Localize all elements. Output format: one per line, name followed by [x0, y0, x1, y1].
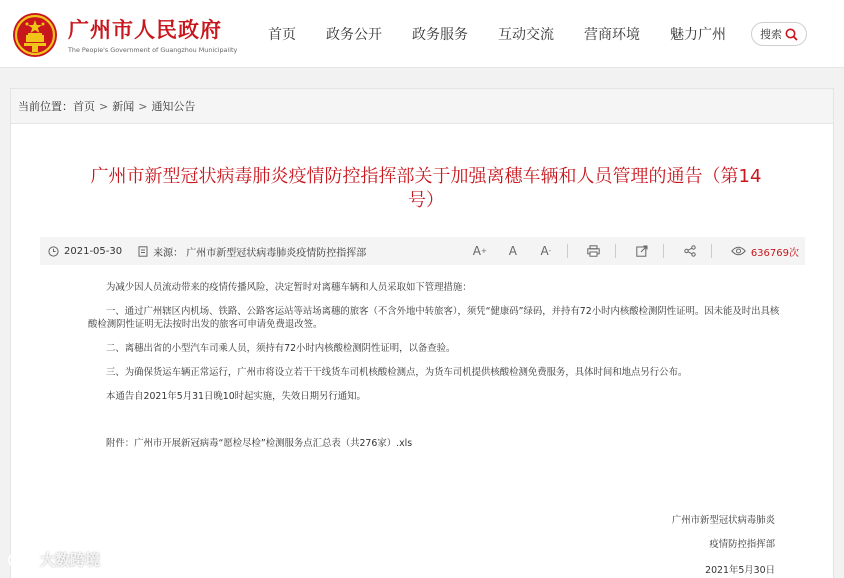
nav-business-environment[interactable]: 营商环境 — [584, 27, 640, 43]
national-emblem-icon — [12, 12, 58, 58]
breadcrumb-prefix: 当前位置： — [18, 100, 73, 113]
font-default-icon[interactable]: A — [508, 244, 517, 258]
article-title — [71, 165, 781, 213]
nav-charm-guangzhou[interactable]: 魅力广州 — [670, 27, 726, 43]
article-title-line1: 广州市新型冠状病毒肺炎疫情防控指挥部关于加强离穗车辆和人员管理的通告（第14 — [90, 166, 762, 187]
clock-icon — [48, 246, 59, 257]
paragraph-intro: 为减少因人员流动带来的疫情传播风险，决定暂时对离穗车辆和人员采取如下管理措施： — [106, 282, 472, 293]
eye-icon — [731, 244, 747, 258]
breadcrumb-home[interactable]: 首页 — [73, 100, 95, 113]
article-date: 2021-05-30 — [64, 245, 123, 257]
article-source: 来源： 广州市新型冠状病毒肺炎疫情防控指挥部 — [153, 247, 367, 259]
font-increase-icon[interactable]: A + — [472, 244, 487, 258]
toolbar-divider — [615, 244, 616, 258]
toolbar-divider — [711, 244, 712, 258]
search-icon — [785, 28, 798, 41]
site-header — [0, 0, 844, 68]
breadcrumb-news[interactable]: 新闻 — [112, 100, 135, 113]
watermark-text: 大数跨境 — [40, 551, 101, 569]
toolbar-divider — [567, 244, 568, 258]
view-count: 636769次 — [750, 247, 799, 259]
toolbar-divider — [663, 244, 664, 258]
article-container — [10, 124, 834, 578]
signature-date: 2021年5月30日 — [705, 565, 775, 576]
article-title-line2: 号） — [408, 190, 444, 211]
breadcrumb-notices[interactable]: 通知公告 — [151, 100, 196, 113]
paragraph-1: 一、通过广州辖区内机场、铁路、公路客运站等站场离穗的旅客（不含外地中转旅客），须凭“健康码”绿码，并持有72小时内核酸检测阴性证明。因未能及时出具核酸检测阴性证明无法按时出发的旅客可申请免费退改签。 — [88, 306, 780, 330]
site-subtitle: The People's Government of Guangzhou Municipality — [68, 46, 238, 54]
site-title[interactable]: 广州市人民政府 — [68, 18, 222, 42]
font-decrease-icon[interactable]: A - — [540, 244, 552, 258]
watermark — [8, 549, 100, 570]
signature-org-line1: 广州市新型冠状病毒肺炎 — [671, 515, 775, 526]
paragraph-2: 二、离穗出省的小型汽车司乘人员，须持有72小时内核酸检测阴性证明，以备查验。 — [106, 343, 456, 354]
nav-home[interactable]: 首页 — [268, 27, 296, 43]
breadcrumb-separator: > — [138, 99, 148, 113]
breadcrumb — [10, 88, 834, 124]
nav-government-affairs[interactable]: 政务公开 — [326, 27, 382, 43]
paragraph-3: 三、为确保货运车辆正常运行，广州市将设立若干干线货车司机核酸检测点，为货车司机提供核酸检测免费服务，具体时间和地点另行公布。 — [106, 367, 688, 378]
watermark-logo-icon — [8, 550, 36, 570]
article-body — [88, 281, 788, 461]
attachment-link[interactable]: 附件：广州市开展新冠病毒“愿检尽检”检测服务点汇总表（共276家）.xls — [106, 438, 413, 449]
article-tools — [454, 237, 799, 265]
nav-interaction[interactable]: 互动交流 — [498, 27, 554, 43]
signature-org-line2: 疫情防控指挥部 — [709, 539, 775, 550]
paragraph-4: 本通告自2021年5月31日晚10时起实施，失效日期另行通知。 — [106, 391, 366, 402]
share-icon[interactable] — [683, 244, 697, 258]
search-label: 搜索 — [760, 28, 782, 41]
main-nav — [268, 24, 726, 44]
print-icon[interactable] — [587, 244, 601, 258]
nav-government-services[interactable]: 政务服务 — [412, 27, 468, 43]
document-icon — [138, 246, 148, 257]
search-button[interactable] — [751, 22, 807, 46]
breadcrumb-separator: > — [99, 99, 109, 113]
article-meta-bar — [40, 237, 805, 265]
share-out-icon[interactable] — [635, 244, 649, 258]
